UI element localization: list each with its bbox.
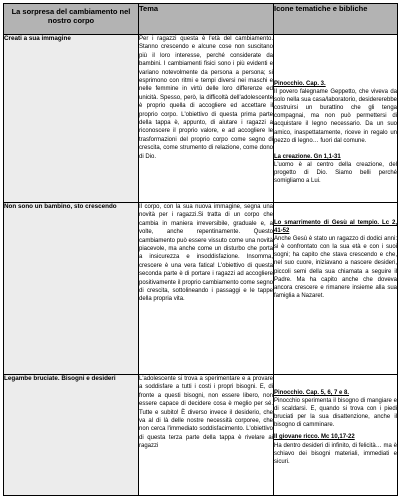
header-row [4,4,398,35]
row-title: Legambe bruciate. Bisogni e desideri [4,375,139,496]
header-cell-theme: Tema [139,4,274,35]
document-table [3,3,398,496]
reference-text: Il povero falegname Geppetto, che viveva da solo nella sua casa/laboratorio, desidererebbe costruirsi un burattino che gli tenga compagnai, ma non può permettersi di acquistare il legno necessario. Da un suo amico, inaspettatamente, riceve in regalo un pezzo di legno… fuori dal comune. [274,89,397,144]
header-cell-section: La sorpresa del cambiamento nel nostro corpo [4,4,139,35]
table-row [4,35,398,203]
reference-text: Ha dentro desideri di infinito, di felicità… ma è schiavo dei bisogni materiali, immediati e sicuri. [274,442,397,465]
row-title: Creati a sua immagine [4,35,139,203]
reference-title: La creazione. Gn 1,1-31 [274,153,341,160]
reference-title: Lo smarrimento di Gesù al tempio. Lc 2, 41-52 [274,220,397,235]
row-title: Non sono un bambino, sto crescendo [4,203,139,375]
theme-text: Per i ragazzi questa è l'età del cambiamento. Stanno crescendo e alcune cose non suscitano più il loro interesse, perché considerate da bambini. I cambiamenti fisici sono i più evidenti e variano notevolmente da persona a persona; si esprimono con ritmi e tempi diversi nei maschi e nelle femmine in virtù delle loro differenze ed unicità. Spesso, però, la difficoltà dell'adolescente è proprio quella di accogliere ed accettare il proprio corpo. L'obiettivo di questa prima parte della tappa è, appunto, di aiutare i ragazzi a riconoscere il proprio valore, e ad accogliere le trasformazioni del proprio corpo come segno di crescita, come strumento di relazione, come dono di Dio. [139,35,274,203]
theme-text: Il corpo, con la sua nuova immagine, segna una novità per i ragazzi.Si tratta di un corpo che cambia in maniera irreversibile, graduale e, a volte, anche repentinamente. Questo cambiamento può essere vissuto come una novità piacevole, ma anche come un disturbo che porta a insicurezza e insoddisfazione. Insomma, crescere è una vera fatica! L'obiettivo di questa seconda parte è di portare i ragazzi ad accogliere positivamente il proprio cambiamento come segno di crescita, sottolineando i passaggi e le tappe della propria vita. [139,203,274,375]
reference-text: Pinocchio sperimenta il bisogno di mangiare e di scaldarsi. E, quando si trova con i piedi bruciati per la sua disattenzione, anche il bisogno di camminare. [274,398,397,429]
table-row [4,375,398,496]
table-row [4,203,398,375]
header-cell-icons: Icone tematiche e bibliche [274,4,398,35]
reference-text: Anche Gesù è stato un ragazzo di dodici anni: si è confrontato con la sua età e con i suoi sogni; ha capito che stava crescendo e che, nel suo cuore, iniziavano a nascere desideri, piccoli semi della sua chiamata a seguire il Padre. Ma ha capito anche che doveva ancora crescere e rimanere insieme alla sua famiglia a Nazaret. [274,236,397,299]
reference-text: L'uomo è al centro della creazione, del progetto di Dio. Siamo belli perché somigliamo a Lui. [274,161,397,185]
reference-title: Pinocchio. Cap. 5, 6, 7 e 8. [274,390,350,396]
icons-cell [274,203,398,375]
icons-cell [274,375,398,496]
icons-cell [274,35,398,203]
reference-title: Il giovane ricco. Mc 10,17-22 [274,434,355,441]
theme-text: L'adolescente si trova a sperimentare e a provare a soddisfare a tutti i costi i propri bisogni. E, di fronte a questi bisogni, non essere libero, non essere capace di decidere cosa è meglio per sé. Tutte e subito! È diverso invece il desiderio, che va al di là delle nostre necessità corporee, che non cerca l'immediato soddisfacimento. L'obiettivo di questa terza parte della tappa è rivelare ai ragazzi [139,375,274,496]
reference-title: Pinocchio. Cap. 3. [274,81,326,87]
